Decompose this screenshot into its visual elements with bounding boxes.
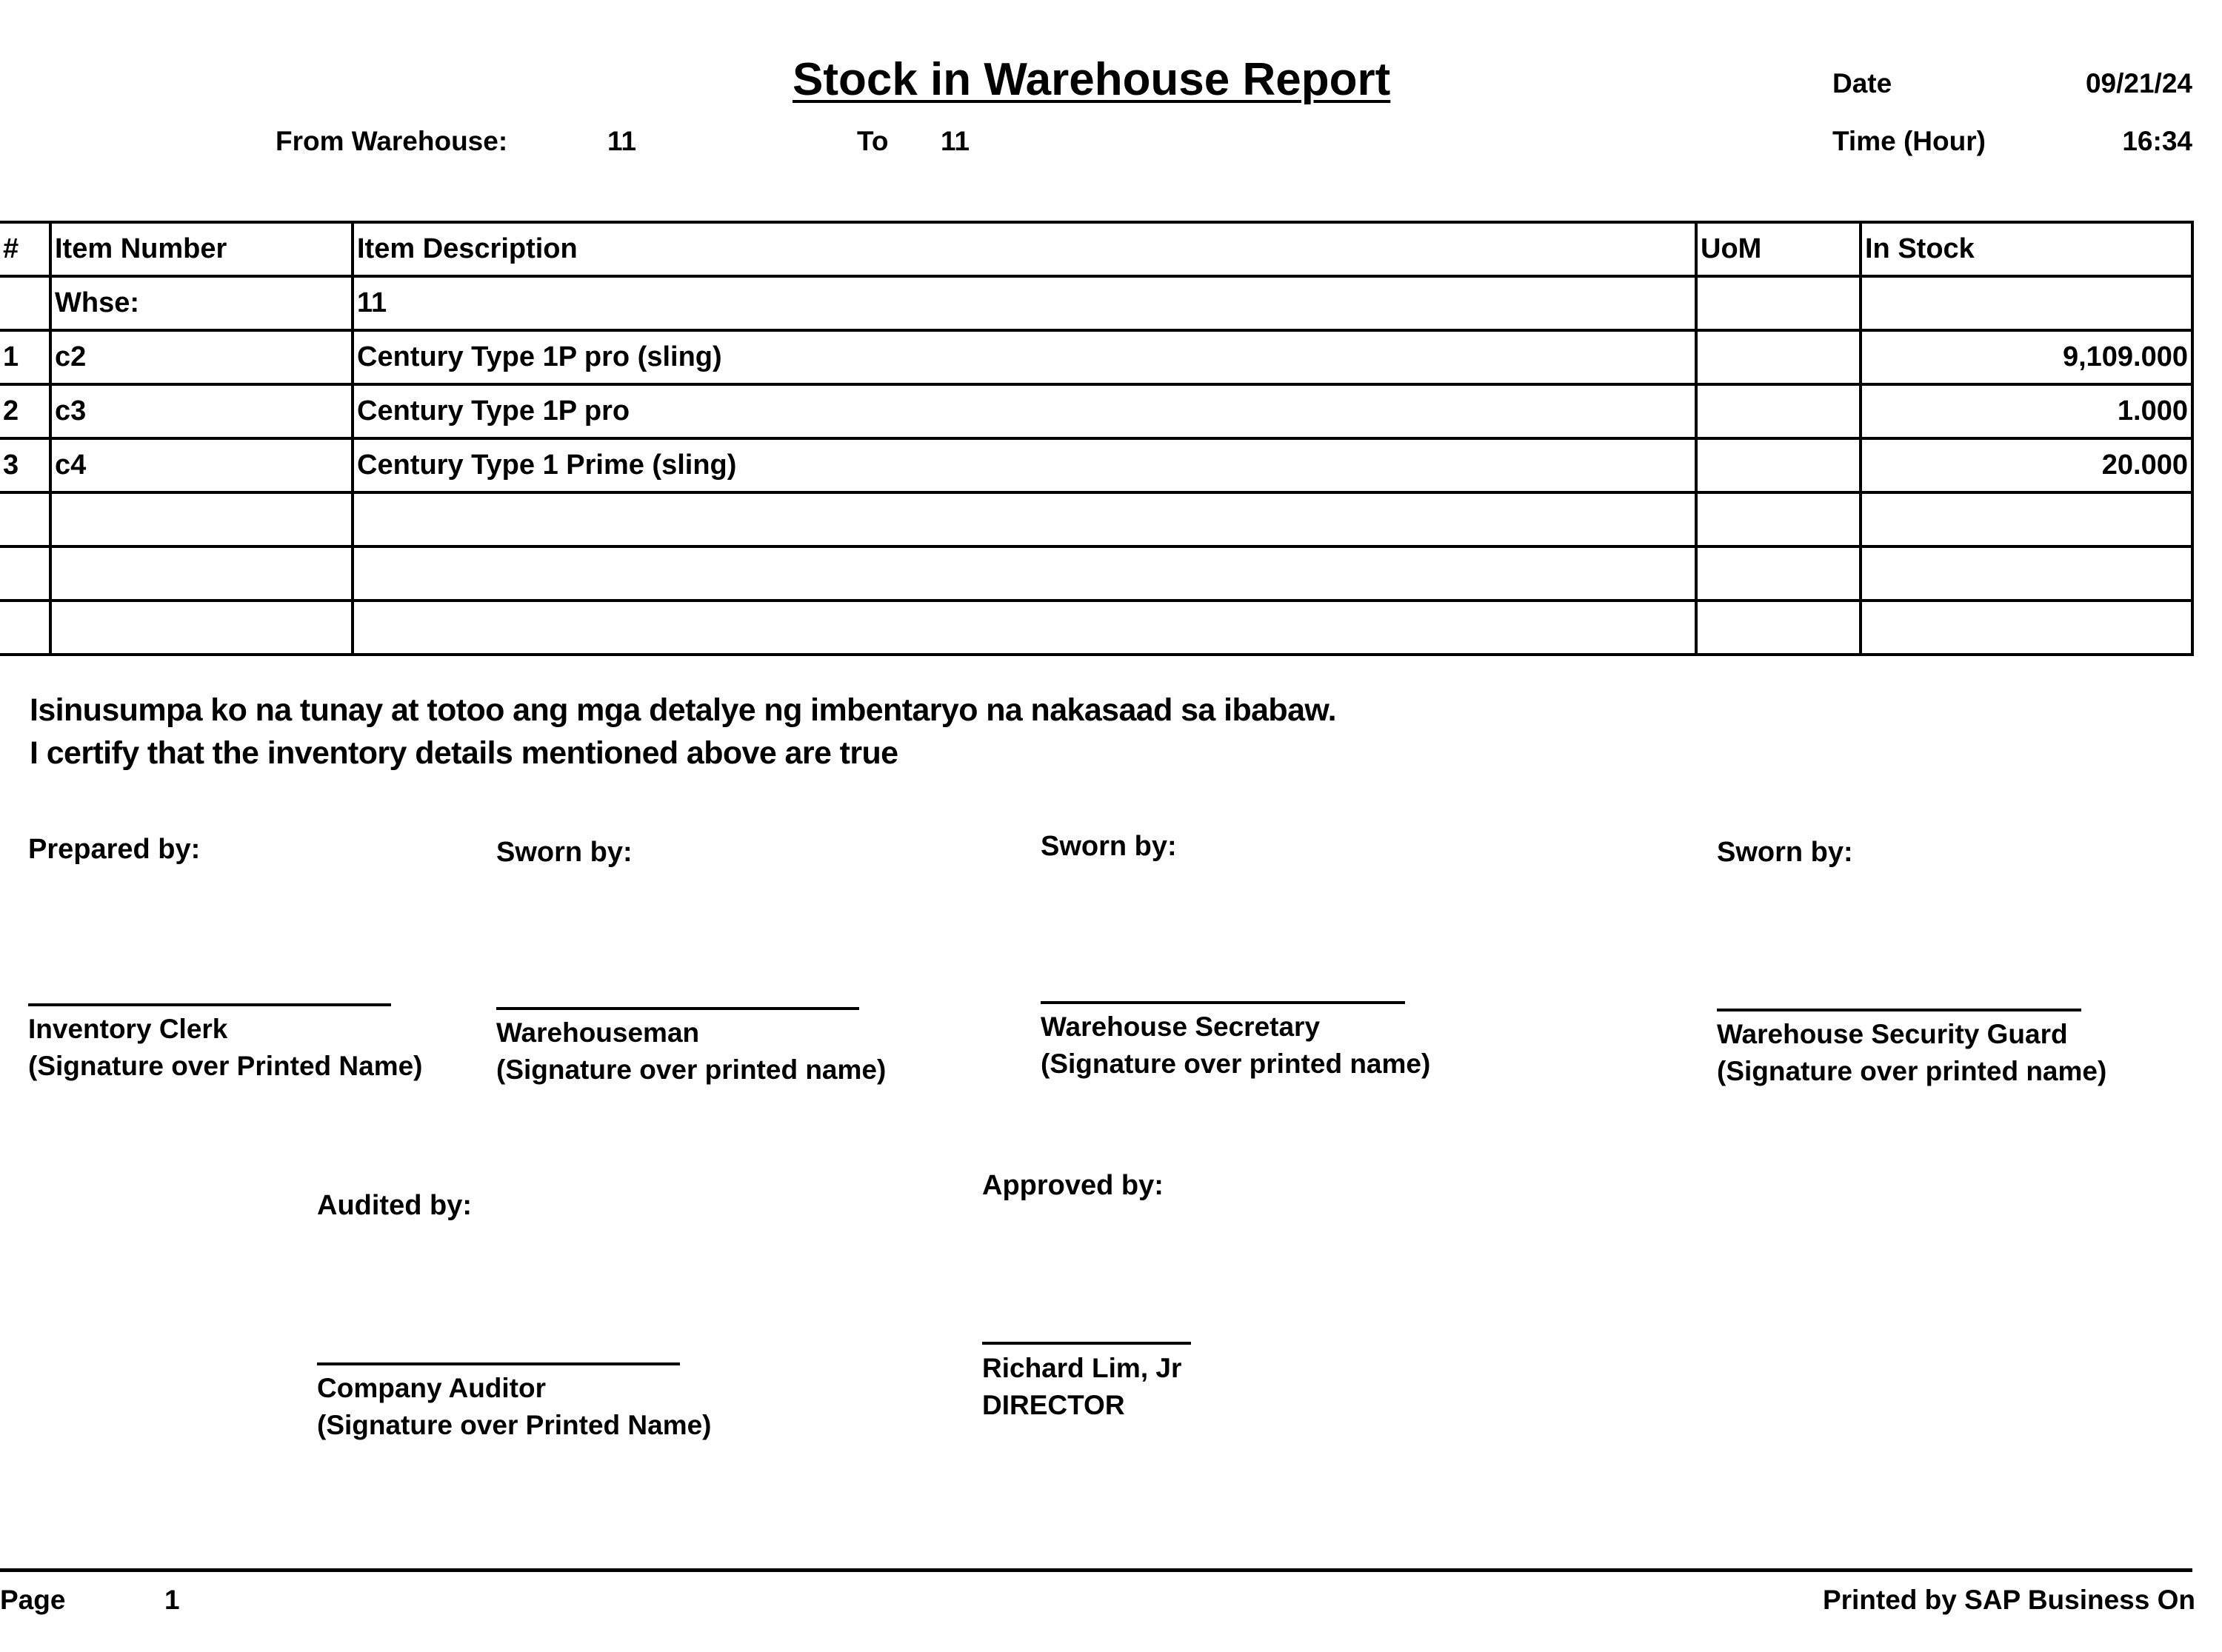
cell-item-description: Century Type 1P pro	[353, 384, 1696, 438]
sworn-by-1-signature-line	[496, 1007, 859, 1010]
sworn-by-3-note: (Signature over printed name)	[1717, 1056, 2107, 1086]
header-item-number: Item Number	[50, 222, 353, 276]
cell-uom	[1696, 330, 1861, 384]
cell-in-stock	[1861, 276, 2192, 330]
to-warehouse-value: 11	[941, 126, 970, 156]
cell-uom	[1696, 601, 1861, 655]
cell-uom	[1696, 492, 1861, 546]
sworn-by-3-signature-line	[1717, 1009, 2081, 1011]
sworn-by-2-note: (Signature over printed name)	[1041, 1049, 1431, 1079]
table-row-empty	[0, 601, 2192, 655]
header-item-description: Item Description	[353, 222, 1696, 276]
date-value: 09/21/24	[2085, 68, 2192, 98]
certification-filipino: Isinusumpa ko na tunay at totoo ang mga detalye ng imbentaryo na nakasaad sa ibabaw.	[30, 692, 1336, 728]
cell-item-description: Century Type 1P pro (sling)	[353, 330, 1696, 384]
cell-row-number	[0, 276, 50, 330]
prepared-by-label: Prepared by:	[28, 834, 201, 865]
header-in-stock: In Stock	[1861, 222, 2192, 276]
page-number: 1	[164, 1585, 180, 1615]
sworn-by-2-label: Sworn by:	[1041, 831, 1177, 862]
table-row	[0, 384, 2192, 438]
sworn-by-2-signature-line	[1041, 1001, 1405, 1004]
table-header-row	[0, 222, 2192, 276]
audited-by-note: (Signature over Printed Name)	[317, 1410, 712, 1440]
cell-item-description: Century Type 1 Prime (sling)	[353, 438, 1696, 492]
cell-row-number	[0, 601, 50, 655]
header-uom: UoM	[1696, 222, 1861, 276]
sworn-by-3-role: Warehouse Security Guard	[1717, 1019, 2068, 1049]
table-row	[0, 438, 2192, 492]
cell-row-number: 3	[0, 438, 50, 492]
cell-item-number	[50, 492, 353, 546]
audited-by-signature-line	[317, 1362, 680, 1365]
prepared-by-note: (Signature over Printed Name)	[28, 1051, 423, 1081]
to-warehouse-label: To	[857, 126, 889, 156]
approver-title: DIRECTOR	[982, 1390, 1125, 1420]
cell-item-number: c2	[50, 330, 353, 384]
cell-item-number	[50, 601, 353, 655]
cell-row-number	[0, 492, 50, 546]
time-label: Time (Hour)	[1832, 126, 1986, 156]
cell-row-number	[0, 546, 50, 601]
header-row-number: #	[0, 222, 50, 276]
approver-name: Richard Lim, Jr	[982, 1353, 1182, 1383]
cell-row-number: 1	[0, 330, 50, 384]
from-warehouse-label: From Warehouse:	[276, 126, 508, 156]
from-warehouse-value: 11	[607, 126, 637, 156]
report-title: Stock in Warehouse Report	[793, 54, 1391, 105]
cell-in-stock	[1861, 492, 2192, 546]
cell-in-stock	[1861, 601, 2192, 655]
cell-in-stock: 20.000	[1861, 438, 2192, 492]
prepared-by-signature-line	[28, 1003, 391, 1006]
certification-english: I certify that the inventory details mentioned above are true	[30, 735, 898, 771]
cell-row-number: 2	[0, 384, 50, 438]
cell-in-stock: 9,109.000	[1861, 330, 2192, 384]
sworn-by-3-label: Sworn by:	[1717, 837, 1853, 868]
cell-item-description	[353, 546, 1696, 601]
cell-item-description	[353, 601, 1696, 655]
cell-item-number	[50, 546, 353, 601]
audited-by-label: Audited by:	[317, 1190, 472, 1221]
cell-uom	[1696, 438, 1861, 492]
date-label: Date	[1832, 68, 1892, 98]
approved-by-signature-line	[982, 1342, 1191, 1345]
cell-uom	[1696, 384, 1861, 438]
approved-by-label: Approved by:	[982, 1170, 1164, 1201]
sworn-by-2-role: Warehouse Secretary	[1041, 1011, 1321, 1042]
cell-in-stock	[1861, 546, 2192, 601]
time-value: 16:34	[2122, 126, 2192, 156]
cell-uom	[1696, 276, 1861, 330]
printed-by: Printed by SAP Business On	[1822, 1585, 2195, 1615]
table-row-empty	[0, 492, 2192, 546]
page-label: Page	[0, 1585, 66, 1615]
prepared-by-role: Inventory Clerk	[28, 1014, 228, 1044]
table-row	[0, 330, 2192, 384]
table-row-warehouse	[0, 276, 2192, 330]
cell-item-number: Whse:	[50, 276, 353, 330]
cell-item-description: 11	[353, 276, 1696, 330]
sworn-by-1-role: Warehouseman	[496, 1017, 700, 1048]
cell-in-stock: 1.000	[1861, 384, 2192, 438]
sworn-by-1-label: Sworn by:	[496, 837, 633, 868]
cell-uom	[1696, 546, 1861, 601]
footer-divider	[0, 1568, 2192, 1572]
cell-item-number: c3	[50, 384, 353, 438]
sworn-by-1-note: (Signature over printed name)	[496, 1054, 887, 1085]
stock-table	[0, 221, 2194, 656]
cell-item-description	[353, 492, 1696, 546]
audited-by-role: Company Auditor	[317, 1373, 547, 1403]
cell-item-number: c4	[50, 438, 353, 492]
table-row-empty	[0, 546, 2192, 601]
